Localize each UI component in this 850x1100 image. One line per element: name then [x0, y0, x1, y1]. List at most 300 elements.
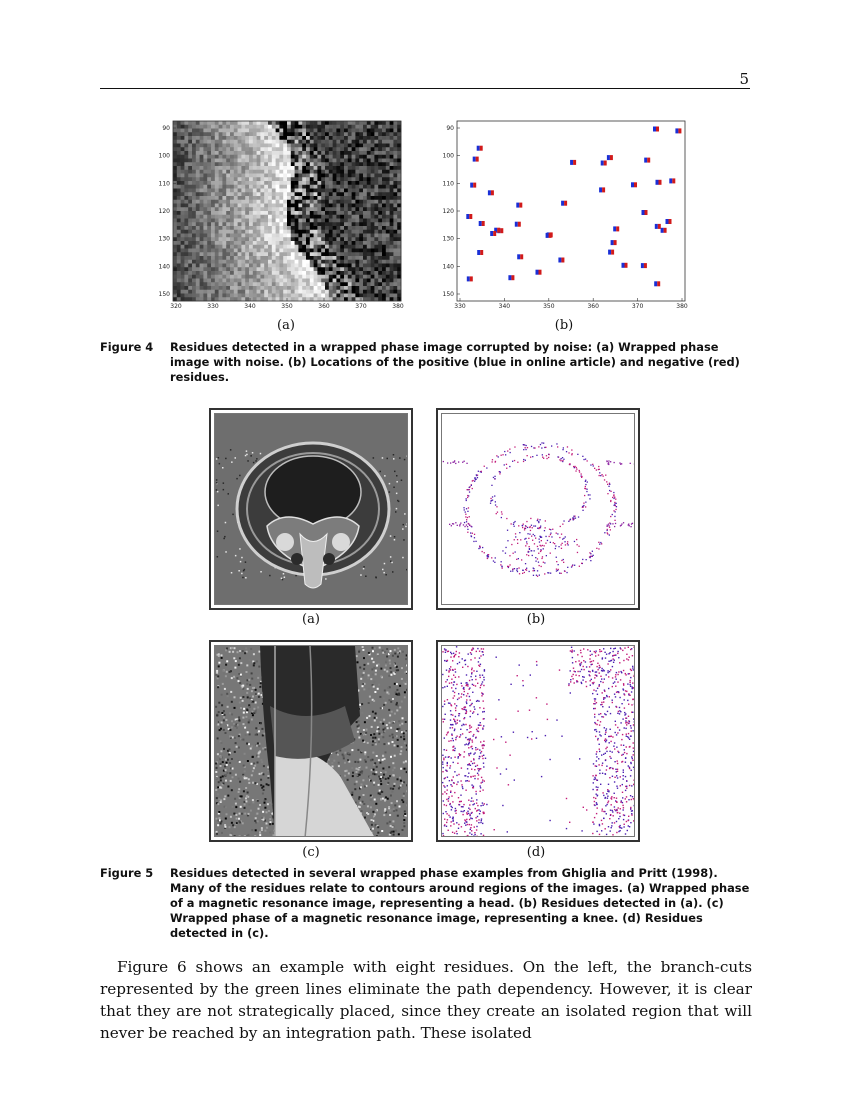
residue-dot [559, 537, 560, 538]
residue-dot [469, 489, 470, 490]
noise-speck [240, 561, 242, 563]
residue-dot [533, 570, 534, 571]
residue-dot [459, 524, 460, 525]
residue-locations-plot [437, 115, 692, 315]
residue-dot [462, 462, 463, 463]
negative-residue [493, 231, 496, 236]
noise-speck [363, 566, 365, 568]
residue-dot [568, 544, 569, 545]
residue-dot [561, 560, 562, 561]
negative-residue [672, 178, 675, 183]
residue-dot [507, 566, 508, 567]
residue-dot [491, 557, 492, 558]
positive-residue [473, 157, 476, 162]
residue-dot [494, 478, 495, 479]
residue-dot [487, 558, 488, 559]
residue-dot [488, 556, 489, 557]
residue-dot [544, 545, 545, 546]
residue-dot [542, 556, 543, 557]
residue-dot [543, 548, 544, 549]
residue-dot [562, 524, 563, 525]
residue-dot [564, 541, 565, 542]
residue-dot [471, 526, 472, 527]
negative-residue [616, 226, 619, 231]
noise-speck [402, 557, 404, 559]
residue-dot [534, 543, 535, 544]
residue-dot [614, 505, 615, 506]
residue-dot [613, 498, 614, 499]
residue-dot [544, 573, 545, 574]
positive-residue [661, 228, 664, 233]
fig4a-y-tick-label: 140 [158, 263, 170, 271]
residue-dot [607, 484, 608, 485]
negative-residue [611, 250, 614, 255]
residue-dot [535, 525, 536, 526]
residue-dot [596, 548, 597, 549]
residue-dot [571, 454, 572, 455]
residue-dot [585, 506, 586, 507]
residue-dot [574, 541, 575, 542]
residue-dot [467, 497, 468, 498]
positive-residue [608, 250, 611, 255]
residue-dot [536, 575, 537, 576]
residue-dot [634, 523, 635, 524]
residue-dot [478, 471, 479, 472]
residue-dot [560, 526, 561, 527]
residue-dot [610, 491, 611, 492]
residue-dot [523, 444, 524, 445]
residue-dot [504, 451, 505, 452]
figure5-caption [100, 866, 752, 941]
residue-dot [523, 524, 524, 525]
residue-dot [594, 468, 595, 469]
residue-dot [467, 511, 468, 512]
fig4b-y-tick-label: 120 [442, 208, 454, 215]
negative-residue [602, 187, 605, 192]
negative-residue [469, 214, 472, 219]
residue-dot [560, 460, 561, 461]
noise-speck [230, 449, 232, 451]
residue-dot [469, 487, 470, 488]
residue-dot [467, 526, 468, 527]
residue-dot [569, 464, 570, 465]
fig4a-x-tick-label: 360 [318, 303, 330, 310]
positive-residue [675, 128, 678, 133]
negative-residue [476, 157, 479, 162]
fig4b-y-tick-label: 140 [442, 263, 454, 271]
fig4a-x-tick-label: 320 [170, 303, 182, 310]
noise-speck [384, 563, 386, 565]
residue-dot [612, 514, 613, 515]
fig4b-x-tick-label: 370 [631, 303, 644, 310]
residue-dot [538, 446, 539, 447]
noise-speck [235, 457, 237, 459]
positive-residue [488, 190, 491, 195]
residue-dot [562, 457, 563, 458]
residue-dot [466, 519, 467, 520]
noise-speck [216, 489, 218, 491]
residue-dot [532, 555, 533, 556]
negative-residue [519, 203, 522, 208]
residue-dot [628, 524, 629, 525]
negative-residue [657, 281, 660, 286]
residue-dot [481, 471, 482, 472]
residue-dot [478, 548, 479, 549]
residue-dot [455, 522, 456, 523]
residue-dot [550, 553, 551, 554]
residue-dot [506, 464, 507, 465]
positive-residue [546, 233, 549, 238]
residue-dot [563, 538, 564, 539]
noise-speck [217, 556, 219, 558]
noise-speck [242, 577, 244, 579]
residue-dot [544, 562, 545, 563]
negative-residue [659, 180, 662, 185]
residue-dot [507, 450, 508, 451]
residue-dot [537, 519, 538, 520]
residue-dot [607, 526, 608, 527]
residue-dot [585, 484, 586, 485]
residue-dot [470, 532, 471, 533]
residue-dot [541, 447, 542, 448]
positive-residue [508, 275, 511, 280]
residue-dot [562, 543, 563, 544]
noise-speck [360, 574, 362, 576]
header-rule [100, 88, 750, 89]
residue-dot [486, 467, 487, 468]
residue-dot [600, 475, 601, 476]
residue-dot [537, 570, 538, 571]
residue-dot [599, 544, 600, 545]
residue-dot [466, 498, 467, 499]
residue-dot [534, 535, 535, 536]
residue-dot [492, 496, 493, 497]
residue-dot [492, 461, 493, 462]
knee-residues-image [442, 646, 635, 837]
residue-dot [551, 536, 552, 537]
residue-dot [609, 490, 610, 491]
residue-dot [630, 526, 631, 527]
residue-dot [522, 525, 523, 526]
positive-residue [654, 281, 657, 286]
residue-dot [614, 504, 615, 505]
residue-dot [549, 529, 550, 530]
residue-dot [505, 553, 506, 554]
residue-dot [516, 570, 517, 571]
residue-dot [466, 463, 467, 464]
residue-dot [573, 516, 574, 517]
residue-dot [482, 551, 483, 552]
residue-dot [476, 474, 477, 475]
positive-residue [642, 210, 645, 215]
residue-dot [548, 457, 549, 458]
residue-dot [585, 502, 586, 503]
residue-dot [501, 561, 502, 562]
residue-dot [532, 456, 533, 457]
residue-dot [593, 465, 594, 466]
figure5-sublabel-d: (d) [526, 845, 546, 860]
residue-dot [526, 445, 527, 446]
residue-dot [549, 536, 550, 537]
residue-dot [459, 525, 460, 526]
residue-dot [479, 546, 480, 547]
residue-dot [467, 529, 468, 530]
negative-residue [518, 222, 521, 227]
residue-dot [458, 461, 459, 462]
residue-dot [592, 551, 593, 552]
residue-dot [550, 542, 551, 543]
residue-dot [562, 539, 563, 540]
noise-speck [407, 455, 408, 457]
fig4a-x-tick-label: 370 [355, 303, 367, 310]
residue-dot [565, 536, 566, 537]
residue-dot [575, 470, 576, 471]
noise-speck [225, 522, 227, 524]
residue-dot [537, 558, 538, 559]
residue-dot [544, 530, 545, 531]
noise-speck [387, 458, 389, 460]
residue-dot [519, 573, 520, 574]
noise-speck [241, 557, 243, 559]
residue-dot [584, 495, 585, 496]
residue-dot [613, 492, 614, 493]
fig4b-x-tick-label: 350 [543, 303, 555, 310]
residue-dot [582, 510, 583, 511]
noise-speck [383, 572, 385, 574]
residue-dot [609, 534, 610, 535]
residue-dot [516, 559, 517, 560]
residue-dot [502, 568, 503, 569]
negative-residue [539, 270, 542, 275]
residue-dot [447, 462, 448, 463]
residue-dot [614, 502, 615, 503]
fig4b-y-tick-label: 100 [442, 152, 454, 160]
figure4-sublabel-b: (b) [554, 318, 574, 333]
noise-speck [405, 526, 407, 528]
negative-residue [561, 258, 564, 263]
residue-dot [583, 459, 584, 460]
residue-dot [464, 461, 465, 462]
residue-dot [567, 446, 568, 447]
residue-dot [576, 467, 577, 468]
residue-dot [550, 573, 551, 574]
residue-dot [620, 464, 621, 465]
residue-dot [586, 559, 587, 560]
residue-dot [555, 548, 556, 549]
residue-dot [501, 513, 502, 514]
residue-dot [568, 452, 569, 453]
noise-speck [217, 505, 219, 507]
residue-dot [507, 540, 508, 541]
residue-dot [497, 512, 498, 513]
negative-residue [604, 161, 607, 166]
residue-dot [517, 568, 518, 569]
residue-dot [486, 555, 487, 556]
residue-dot [586, 489, 587, 490]
residue-dot [509, 449, 510, 450]
body-paragraph: Figure 6 shows an example with eight residues. On the left, the branch-cuts represented by the green lines eliminate the path dependency. However, it is clear that they are not strategically placed, since they create an isolated region that will never be reached by an integration path. These isolated [100, 958, 752, 1042]
residue-dot [455, 463, 456, 464]
residue-dot [538, 548, 539, 549]
negative-residue [520, 254, 523, 259]
residue-dot [529, 527, 530, 528]
noise-speck [231, 572, 233, 574]
noise-speck [241, 573, 243, 575]
residue-dot [524, 572, 525, 573]
fig4b-y-tick-label: 130 [442, 235, 454, 243]
residue-dot [530, 530, 531, 531]
fig4a-x-tick-label: 380 [392, 303, 404, 310]
residue-dot [463, 524, 464, 525]
residue-dot [500, 472, 501, 473]
residue-dot [616, 503, 617, 504]
residue-dot [484, 552, 485, 553]
residue-dot [505, 547, 506, 548]
residue-dot [502, 550, 503, 551]
residue-dot [525, 563, 526, 564]
residue-dot [534, 570, 535, 571]
residue-dot [510, 452, 511, 453]
noise-speck [393, 454, 395, 456]
residue-dot [589, 552, 590, 553]
residue-dot [553, 542, 554, 543]
residue-dot [521, 559, 522, 560]
positive-residue [666, 219, 669, 224]
residue-dot [538, 553, 539, 554]
noise-speck [225, 551, 227, 553]
residue-dot [561, 534, 562, 535]
residue-dot [585, 488, 586, 489]
noise-speck [224, 536, 226, 538]
noise-speck [284, 577, 286, 579]
residue-dot [523, 449, 524, 450]
residue-dot [517, 543, 518, 544]
positive-residue [479, 221, 482, 226]
residue-dot [523, 459, 524, 460]
negative-residue [634, 182, 637, 187]
residue-dot [583, 503, 584, 504]
residue-dot [468, 507, 469, 508]
residue-dot [467, 495, 468, 496]
negative-residue [491, 190, 494, 195]
residue-dot [468, 523, 469, 524]
residue-dot [543, 443, 544, 444]
figure5-sublabel-c: (c) [302, 845, 320, 860]
residue-dot [590, 464, 591, 465]
residue-dot [539, 539, 540, 540]
noise-speck [223, 482, 225, 484]
residue-dot [612, 523, 613, 524]
residue-dot [565, 544, 566, 545]
residue-dot [506, 468, 507, 469]
residue-dot [495, 501, 496, 502]
residue-dot [634, 463, 635, 464]
negative-residue [480, 250, 483, 255]
positive-residue [601, 161, 604, 166]
noise-speck [231, 461, 233, 463]
residue-dot [545, 536, 546, 537]
residue-dot [552, 529, 553, 530]
residue-dot [517, 462, 518, 463]
noise-speck [407, 512, 408, 514]
residue-dot [493, 560, 494, 561]
noise-speck [245, 561, 247, 563]
noise-speck [394, 471, 396, 473]
noise-speck [216, 482, 218, 484]
residue-dot [604, 532, 605, 533]
positive-residue [477, 146, 480, 151]
fig4a-y-tick-label: 100 [158, 152, 170, 160]
residue-dot [515, 533, 516, 534]
noise-speck [281, 578, 283, 580]
noise-speck [393, 458, 395, 460]
residue-dot [493, 477, 494, 478]
residue-dot [613, 494, 614, 495]
residue-dot [518, 567, 519, 568]
residue-dot [576, 469, 577, 470]
residue-dot [589, 494, 590, 495]
residue-dot [557, 446, 558, 447]
residue-dot [550, 533, 551, 534]
residue-dot [539, 575, 540, 576]
residue-dot [591, 556, 592, 557]
residue-dot [490, 503, 491, 504]
residue-dot [567, 541, 568, 542]
residue-dot [536, 455, 537, 456]
residue-dot [614, 462, 615, 463]
noise-speck [390, 556, 392, 558]
residue-dot [535, 557, 536, 558]
residue-dot [526, 526, 527, 527]
residue-dot [450, 462, 451, 463]
residue-dot [599, 475, 600, 476]
residue-dot [465, 516, 466, 517]
residue-dot [525, 460, 526, 461]
residue-dot [535, 561, 536, 562]
residue-dot [469, 491, 470, 492]
residue-dot [614, 526, 615, 527]
residue-dot [563, 520, 564, 521]
residue-dot [616, 506, 617, 507]
residue-dot [615, 511, 616, 512]
noise-speck [223, 538, 225, 540]
positive-residue [516, 203, 519, 208]
residue-dot [539, 541, 540, 542]
residue-dot [607, 463, 608, 464]
fig4a-y-tick-label: 90 [162, 125, 170, 132]
noisy-wrapped-phase-plot [155, 115, 410, 315]
residue-dot [511, 544, 512, 545]
residue-dot [614, 520, 615, 521]
noise-speck [397, 500, 399, 502]
residue-dot [501, 455, 502, 456]
residue-dot [529, 534, 530, 535]
residue-dot [532, 540, 533, 541]
residue-dot [539, 527, 540, 528]
head-phase-image [215, 414, 408, 605]
residue-dot [465, 514, 466, 515]
figure4-caption-text: Residues detected in a wrapped phase image corrupted by noise: (a) Wrapped phase image with noise. (b) Locations of the positive (blue in online article) and negative (red) residues. [170, 340, 740, 384]
negative-residue [645, 210, 648, 215]
residue-dot [570, 519, 571, 520]
residue-dot [581, 473, 582, 474]
residue-dot [574, 565, 575, 566]
noise-speck [239, 548, 241, 550]
noise-speck [246, 454, 248, 456]
residue-dot [464, 522, 465, 523]
residue-dot [533, 534, 534, 535]
noise-speck [253, 462, 255, 464]
